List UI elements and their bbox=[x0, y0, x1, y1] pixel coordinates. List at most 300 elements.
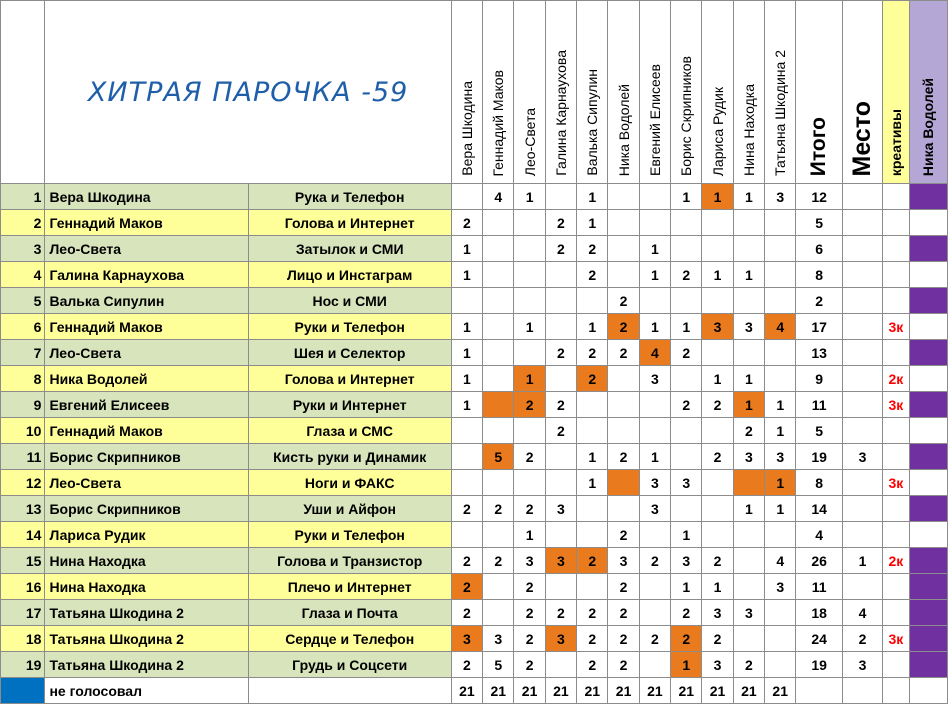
row-number-cell[interactable]: 4 bbox=[1, 262, 45, 288]
pair-cell[interactable]: Голова и Интернет bbox=[248, 210, 451, 236]
pair-cell[interactable]: Затылок и СМИ bbox=[248, 236, 451, 262]
vote-cell[interactable]: 2 bbox=[608, 522, 639, 548]
row-number-cell[interactable]: 8 bbox=[1, 366, 45, 392]
vote-cell[interactable]: 3 bbox=[702, 600, 733, 626]
creative-cell[interactable] bbox=[883, 496, 909, 522]
pair-cell[interactable]: Ноги и ФАКС bbox=[248, 470, 451, 496]
vote-cell[interactable] bbox=[451, 444, 482, 470]
vote-cell[interactable]: 1 bbox=[671, 184, 702, 210]
vote-cell[interactable]: 2 bbox=[577, 340, 608, 366]
vote-cell[interactable] bbox=[733, 288, 764, 314]
vote-cell[interactable]: 3 bbox=[671, 470, 702, 496]
total-cell[interactable]: 9 bbox=[796, 366, 842, 392]
footer-empty-cell[interactable] bbox=[842, 678, 882, 704]
author-cell[interactable]: Лео-Света bbox=[45, 236, 248, 262]
vote-cell[interactable] bbox=[733, 340, 764, 366]
vote-cell[interactable] bbox=[765, 652, 796, 678]
author-cell[interactable]: Геннадий Маков bbox=[45, 314, 248, 340]
footer-vote-cell[interactable]: 21 bbox=[671, 678, 702, 704]
vote-cell[interactable]: 3 bbox=[733, 314, 764, 340]
special-cell[interactable] bbox=[909, 314, 947, 340]
vote-cell[interactable]: 2 bbox=[577, 652, 608, 678]
vote-cell[interactable] bbox=[639, 418, 670, 444]
vote-cell[interactable] bbox=[483, 600, 514, 626]
voter-header[interactable]: Галина Карнаухова bbox=[545, 1, 576, 184]
vote-cell[interactable] bbox=[671, 418, 702, 444]
vote-cell[interactable] bbox=[733, 626, 764, 652]
vote-cell[interactable]: 1 bbox=[639, 262, 670, 288]
title-cell[interactable] bbox=[45, 1, 451, 184]
vote-cell[interactable]: 3 bbox=[733, 444, 764, 470]
vote-cell[interactable]: 2 bbox=[671, 392, 702, 418]
voter-header[interactable]: Лео-Света bbox=[514, 1, 545, 184]
row-number-cell[interactable]: 12 bbox=[1, 470, 45, 496]
vote-cell[interactable] bbox=[483, 366, 514, 392]
vote-cell[interactable] bbox=[545, 288, 576, 314]
total-cell[interactable]: 24 bbox=[796, 626, 842, 652]
vote-cell[interactable]: 2 bbox=[702, 626, 733, 652]
vote-cell[interactable]: 2 bbox=[702, 548, 733, 574]
row-number-cell[interactable]: 11 bbox=[1, 444, 45, 470]
row-number-cell[interactable]: 16 bbox=[1, 574, 45, 600]
vote-cell[interactable] bbox=[545, 314, 576, 340]
vote-cell[interactable]: 3 bbox=[545, 496, 576, 522]
voter-header[interactable]: Борис Скрипников bbox=[671, 1, 702, 184]
footer-vote-cell[interactable]: 21 bbox=[765, 678, 796, 704]
total-cell[interactable]: 19 bbox=[796, 652, 842, 678]
vote-cell[interactable]: 2 bbox=[608, 626, 639, 652]
vote-cell[interactable]: 2 bbox=[514, 444, 545, 470]
author-cell[interactable]: Геннадий Маков bbox=[45, 418, 248, 444]
vote-cell[interactable]: 1 bbox=[671, 522, 702, 548]
place-cell[interactable] bbox=[842, 340, 882, 366]
vote-cell[interactable] bbox=[545, 184, 576, 210]
author-cell[interactable]: Борис Скрипников bbox=[45, 444, 248, 470]
special-header[interactable]: Ника Водолей bbox=[909, 1, 947, 184]
vote-cell[interactable]: 4 bbox=[639, 340, 670, 366]
vote-cell[interactable]: 2 bbox=[514, 392, 545, 418]
row-number-cell[interactable]: 17 bbox=[1, 600, 45, 626]
vote-cell[interactable] bbox=[733, 522, 764, 548]
vote-cell[interactable]: 3 bbox=[765, 184, 796, 210]
voter-header[interactable]: Татьяна Шкодина 2 bbox=[765, 1, 796, 184]
creative-cell[interactable] bbox=[883, 418, 909, 444]
voter-header[interactable]: Ника Водолей bbox=[608, 1, 639, 184]
vote-cell[interactable] bbox=[671, 288, 702, 314]
vote-cell[interactable] bbox=[765, 626, 796, 652]
special-cell[interactable] bbox=[909, 548, 947, 574]
vote-cell[interactable]: 1 bbox=[451, 314, 482, 340]
vote-cell[interactable] bbox=[608, 366, 639, 392]
vote-cell[interactable]: 2 bbox=[514, 496, 545, 522]
vote-cell[interactable] bbox=[545, 444, 576, 470]
vote-cell[interactable]: 2 bbox=[451, 652, 482, 678]
special-cell[interactable] bbox=[909, 288, 947, 314]
creative-cell[interactable]: 3к bbox=[883, 470, 909, 496]
vote-cell[interactable] bbox=[545, 652, 576, 678]
vote-cell[interactable] bbox=[702, 288, 733, 314]
vote-cell[interactable] bbox=[577, 522, 608, 548]
vote-cell[interactable]: 2 bbox=[451, 548, 482, 574]
voter-header[interactable]: Геннадий Маков bbox=[483, 1, 514, 184]
pair-cell[interactable]: Грудь и Соцсети bbox=[248, 652, 451, 678]
vote-cell[interactable]: 2 bbox=[545, 340, 576, 366]
vote-cell[interactable]: 3 bbox=[514, 548, 545, 574]
pair-cell[interactable]: Глаза и СМС bbox=[248, 418, 451, 444]
vote-cell[interactable]: 1 bbox=[577, 470, 608, 496]
vote-cell[interactable] bbox=[451, 418, 482, 444]
place-cell[interactable]: 4 bbox=[842, 600, 882, 626]
vote-cell[interactable] bbox=[671, 496, 702, 522]
vote-cell[interactable] bbox=[608, 418, 639, 444]
vote-cell[interactable]: 2 bbox=[671, 340, 702, 366]
vote-cell[interactable]: 1 bbox=[671, 314, 702, 340]
row-number-cell[interactable]: 2 bbox=[1, 210, 45, 236]
vote-cell[interactable] bbox=[733, 470, 764, 496]
vote-cell[interactable]: 1 bbox=[639, 444, 670, 470]
vote-cell[interactable]: 1 bbox=[577, 314, 608, 340]
vote-cell[interactable] bbox=[545, 522, 576, 548]
voter-header[interactable]: Нина Находка bbox=[733, 1, 764, 184]
vote-cell[interactable]: 1 bbox=[639, 236, 670, 262]
vote-cell[interactable] bbox=[483, 340, 514, 366]
vote-cell[interactable]: 2 bbox=[608, 314, 639, 340]
vote-cell[interactable]: 1 bbox=[639, 314, 670, 340]
footer-empty-cell[interactable] bbox=[909, 678, 947, 704]
total-cell[interactable]: 8 bbox=[796, 470, 842, 496]
corner-cell[interactable] bbox=[1, 1, 45, 184]
row-number-cell[interactable]: 9 bbox=[1, 392, 45, 418]
special-cell[interactable] bbox=[909, 600, 947, 626]
footer-vote-cell[interactable]: 21 bbox=[608, 678, 639, 704]
vote-cell[interactable]: 2 bbox=[671, 262, 702, 288]
row-number-cell[interactable]: 7 bbox=[1, 340, 45, 366]
total-cell[interactable]: 18 bbox=[796, 600, 842, 626]
pair-cell[interactable]: Лицо и Инстаграм bbox=[248, 262, 451, 288]
vote-cell[interactable] bbox=[577, 574, 608, 600]
row-number-cell[interactable]: 19 bbox=[1, 652, 45, 678]
footer-vote-cell[interactable]: 21 bbox=[702, 678, 733, 704]
special-cell[interactable] bbox=[909, 210, 947, 236]
vote-cell[interactable]: 3 bbox=[639, 470, 670, 496]
vote-cell[interactable]: 2 bbox=[577, 262, 608, 288]
vote-cell[interactable]: 2 bbox=[608, 574, 639, 600]
place-cell[interactable]: 3 bbox=[842, 444, 882, 470]
creative-cell[interactable] bbox=[883, 444, 909, 470]
special-cell[interactable] bbox=[909, 392, 947, 418]
vote-cell[interactable]: 2 bbox=[671, 626, 702, 652]
vote-cell[interactable]: 1 bbox=[765, 418, 796, 444]
vote-cell[interactable]: 2 bbox=[702, 392, 733, 418]
place-cell[interactable] bbox=[842, 184, 882, 210]
vote-cell[interactable]: 2 bbox=[483, 496, 514, 522]
vote-cell[interactable] bbox=[639, 288, 670, 314]
vote-cell[interactable] bbox=[671, 444, 702, 470]
total-cell[interactable]: 17 bbox=[796, 314, 842, 340]
vote-cell[interactable]: 2 bbox=[702, 444, 733, 470]
pair-cell[interactable]: Руки и Интернет bbox=[248, 392, 451, 418]
vote-cell[interactable] bbox=[702, 496, 733, 522]
special-cell[interactable] bbox=[909, 236, 947, 262]
special-cell[interactable] bbox=[909, 574, 947, 600]
vote-cell[interactable]: 3 bbox=[545, 626, 576, 652]
author-cell[interactable]: Татьяна Шкодина 2 bbox=[45, 600, 248, 626]
author-cell[interactable]: Лео-Света bbox=[45, 340, 248, 366]
pair-cell[interactable]: Нос и СМИ bbox=[248, 288, 451, 314]
author-cell[interactable]: Лео-Света bbox=[45, 470, 248, 496]
vote-cell[interactable]: 1 bbox=[733, 496, 764, 522]
pair-cell[interactable]: Кисть руки и Динамик bbox=[248, 444, 451, 470]
vote-cell[interactable] bbox=[577, 392, 608, 418]
row-number-cell[interactable]: 10 bbox=[1, 418, 45, 444]
vote-cell[interactable]: 2 bbox=[608, 444, 639, 470]
vote-cell[interactable]: 2 bbox=[545, 418, 576, 444]
vote-cell[interactable] bbox=[545, 262, 576, 288]
vote-cell[interactable]: 2 bbox=[451, 496, 482, 522]
footer-vote-cell[interactable]: 21 bbox=[639, 678, 670, 704]
vote-cell[interactable]: 2 bbox=[514, 652, 545, 678]
vote-cell[interactable] bbox=[514, 210, 545, 236]
vote-cell[interactable] bbox=[514, 418, 545, 444]
special-cell[interactable] bbox=[909, 652, 947, 678]
vote-cell[interactable]: 2 bbox=[514, 574, 545, 600]
creative-cell[interactable] bbox=[883, 340, 909, 366]
vote-cell[interactable] bbox=[514, 236, 545, 262]
vote-cell[interactable]: 1 bbox=[702, 184, 733, 210]
footer-marker-cell[interactable] bbox=[1, 678, 45, 704]
vote-cell[interactable]: 3 bbox=[608, 548, 639, 574]
vote-cell[interactable]: 2 bbox=[733, 652, 764, 678]
vote-cell[interactable]: 4 bbox=[483, 184, 514, 210]
vote-cell[interactable]: 2 bbox=[608, 600, 639, 626]
total-cell[interactable]: 26 bbox=[796, 548, 842, 574]
special-cell[interactable] bbox=[909, 340, 947, 366]
vote-cell[interactable]: 1 bbox=[577, 210, 608, 236]
vote-cell[interactable] bbox=[702, 522, 733, 548]
vote-cell[interactable]: 1 bbox=[451, 366, 482, 392]
place-cell[interactable]: 3 bbox=[842, 652, 882, 678]
author-cell[interactable]: Вера Шкодина bbox=[45, 184, 248, 210]
footer-empty-cell[interactable] bbox=[796, 678, 842, 704]
vote-cell[interactable] bbox=[765, 522, 796, 548]
vote-cell[interactable]: 2 bbox=[545, 392, 576, 418]
special-cell[interactable] bbox=[909, 366, 947, 392]
vote-cell[interactable]: 1 bbox=[451, 392, 482, 418]
vote-cell[interactable]: 1 bbox=[733, 392, 764, 418]
vote-cell[interactable] bbox=[451, 288, 482, 314]
vote-cell[interactable]: 2 bbox=[639, 626, 670, 652]
vote-cell[interactable]: 2 bbox=[451, 210, 482, 236]
vote-cell[interactable]: 1 bbox=[514, 184, 545, 210]
voter-header[interactable]: Вера Шкодина bbox=[451, 1, 482, 184]
vote-cell[interactable]: 1 bbox=[765, 496, 796, 522]
author-cell[interactable]: Татьяна Шкодина 2 bbox=[45, 626, 248, 652]
special-cell[interactable] bbox=[909, 444, 947, 470]
vote-cell[interactable]: 2 bbox=[577, 600, 608, 626]
vote-cell[interactable]: 2 bbox=[483, 548, 514, 574]
creative-cell[interactable] bbox=[883, 262, 909, 288]
vote-cell[interactable]: 3 bbox=[702, 314, 733, 340]
voter-header[interactable]: Евгений Елисеев bbox=[639, 1, 670, 184]
vote-cell[interactable]: 3 bbox=[639, 366, 670, 392]
vote-cell[interactable] bbox=[639, 600, 670, 626]
vote-cell[interactable] bbox=[608, 262, 639, 288]
vote-cell[interactable]: 1 bbox=[577, 444, 608, 470]
vote-cell[interactable]: 2 bbox=[451, 574, 482, 600]
vote-cell[interactable] bbox=[765, 288, 796, 314]
total-cell[interactable]: 13 bbox=[796, 340, 842, 366]
vote-cell[interactable] bbox=[608, 184, 639, 210]
vote-cell[interactable]: 3 bbox=[765, 574, 796, 600]
special-cell[interactable] bbox=[909, 626, 947, 652]
vote-cell[interactable] bbox=[639, 652, 670, 678]
vote-cell[interactable] bbox=[639, 522, 670, 548]
author-cell[interactable]: Ника Водолей bbox=[45, 366, 248, 392]
vote-cell[interactable]: 2 bbox=[639, 548, 670, 574]
vote-cell[interactable]: 3 bbox=[639, 496, 670, 522]
creative-cell[interactable] bbox=[883, 652, 909, 678]
special-cell[interactable] bbox=[909, 522, 947, 548]
vote-cell[interactable] bbox=[483, 262, 514, 288]
vote-cell[interactable] bbox=[765, 262, 796, 288]
vote-cell[interactable]: 3 bbox=[545, 548, 576, 574]
vote-cell[interactable] bbox=[483, 418, 514, 444]
vote-cell[interactable] bbox=[483, 210, 514, 236]
special-cell[interactable] bbox=[909, 184, 947, 210]
vote-cell[interactable] bbox=[733, 574, 764, 600]
vote-cell[interactable]: 2 bbox=[545, 210, 576, 236]
vote-cell[interactable]: 1 bbox=[451, 236, 482, 262]
author-cell[interactable]: Валька Сипулин bbox=[45, 288, 248, 314]
place-cell[interactable] bbox=[842, 418, 882, 444]
vote-cell[interactable]: 1 bbox=[577, 184, 608, 210]
creative-cell[interactable]: 2к bbox=[883, 548, 909, 574]
vote-cell[interactable] bbox=[639, 210, 670, 236]
total-cell[interactable]: 8 bbox=[796, 262, 842, 288]
pair-cell[interactable]: Голова и Транзистор bbox=[248, 548, 451, 574]
place-cell[interactable] bbox=[842, 314, 882, 340]
vote-cell[interactable]: 2 bbox=[451, 600, 482, 626]
vote-cell[interactable]: 4 bbox=[765, 548, 796, 574]
footer-vote-cell[interactable]: 21 bbox=[577, 678, 608, 704]
pair-cell[interactable]: Шея и Селектор bbox=[248, 340, 451, 366]
pair-cell[interactable]: Сердце и Телефон bbox=[248, 626, 451, 652]
footer-label-cell[interactable]: не голосовал bbox=[45, 678, 248, 704]
vote-cell[interactable]: 2 bbox=[514, 626, 545, 652]
author-cell[interactable]: Геннадий Маков bbox=[45, 210, 248, 236]
vote-cell[interactable]: 1 bbox=[733, 366, 764, 392]
row-number-cell[interactable]: 3 bbox=[1, 236, 45, 262]
vote-cell[interactable] bbox=[545, 574, 576, 600]
place-cell[interactable] bbox=[842, 262, 882, 288]
vote-cell[interactable] bbox=[514, 262, 545, 288]
vote-cell[interactable] bbox=[702, 418, 733, 444]
vote-cell[interactable] bbox=[483, 288, 514, 314]
vote-cell[interactable] bbox=[608, 210, 639, 236]
author-cell[interactable]: Борис Скрипников bbox=[45, 496, 248, 522]
place-cell[interactable]: 2 bbox=[842, 626, 882, 652]
vote-cell[interactable] bbox=[483, 236, 514, 262]
vote-cell[interactable]: 2 bbox=[577, 626, 608, 652]
pair-cell[interactable]: Руки и Телефон bbox=[248, 522, 451, 548]
place-cell[interactable] bbox=[842, 470, 882, 496]
vote-cell[interactable]: 3 bbox=[733, 600, 764, 626]
author-cell[interactable]: Нина Находка bbox=[45, 574, 248, 600]
vote-cell[interactable]: 5 bbox=[483, 652, 514, 678]
vote-cell[interactable] bbox=[765, 210, 796, 236]
vote-cell[interactable] bbox=[545, 470, 576, 496]
vote-cell[interactable]: 1 bbox=[671, 574, 702, 600]
special-cell[interactable] bbox=[909, 262, 947, 288]
creative-cell[interactable]: 3к bbox=[883, 626, 909, 652]
vote-cell[interactable]: 4 bbox=[765, 314, 796, 340]
vote-cell[interactable] bbox=[733, 236, 764, 262]
vote-cell[interactable] bbox=[451, 184, 482, 210]
creative-cell[interactable]: 3к bbox=[883, 314, 909, 340]
vote-cell[interactable] bbox=[483, 522, 514, 548]
vote-cell[interactable] bbox=[702, 340, 733, 366]
vote-cell[interactable]: 3 bbox=[702, 652, 733, 678]
vote-cell[interactable]: 3 bbox=[765, 444, 796, 470]
vote-cell[interactable]: 2 bbox=[514, 600, 545, 626]
pair-cell[interactable]: Руки и Телефон bbox=[248, 314, 451, 340]
special-cell[interactable] bbox=[909, 470, 947, 496]
voter-header[interactable]: Лариса Рудик bbox=[702, 1, 733, 184]
vote-cell[interactable]: 1 bbox=[702, 366, 733, 392]
vote-cell[interactable]: 1 bbox=[451, 262, 482, 288]
total-cell[interactable]: 5 bbox=[796, 210, 842, 236]
place-cell[interactable]: 1 bbox=[842, 548, 882, 574]
vote-cell[interactable] bbox=[671, 236, 702, 262]
vote-cell[interactable] bbox=[765, 600, 796, 626]
place-cell[interactable] bbox=[842, 522, 882, 548]
row-number-cell[interactable]: 13 bbox=[1, 496, 45, 522]
place-header[interactable]: Место bbox=[842, 1, 882, 184]
pair-cell[interactable]: Уши и Айфон bbox=[248, 496, 451, 522]
vote-cell[interactable] bbox=[765, 236, 796, 262]
vote-cell[interactable] bbox=[765, 340, 796, 366]
creative-cell[interactable]: 3к bbox=[883, 392, 909, 418]
vote-cell[interactable] bbox=[514, 340, 545, 366]
place-cell[interactable] bbox=[842, 574, 882, 600]
vote-cell[interactable] bbox=[608, 470, 639, 496]
vote-cell[interactable]: 1 bbox=[733, 262, 764, 288]
row-number-cell[interactable]: 15 bbox=[1, 548, 45, 574]
vote-cell[interactable]: 2 bbox=[577, 548, 608, 574]
vote-cell[interactable] bbox=[514, 288, 545, 314]
place-cell[interactable] bbox=[842, 210, 882, 236]
vote-cell[interactable]: 2 bbox=[608, 340, 639, 366]
vote-cell[interactable] bbox=[577, 418, 608, 444]
pair-cell[interactable]: Голова и Интернет bbox=[248, 366, 451, 392]
vote-cell[interactable]: 1 bbox=[733, 184, 764, 210]
footer-vote-cell[interactable]: 21 bbox=[483, 678, 514, 704]
pair-cell[interactable]: Рука и Телефон bbox=[248, 184, 451, 210]
creative-cell[interactable] bbox=[883, 236, 909, 262]
footer-vote-cell[interactable]: 21 bbox=[733, 678, 764, 704]
row-number-cell[interactable]: 1 bbox=[1, 184, 45, 210]
vote-cell[interactable]: 2 bbox=[545, 600, 576, 626]
vote-cell[interactable] bbox=[483, 470, 514, 496]
vote-cell[interactable] bbox=[483, 392, 514, 418]
vote-cell[interactable]: 2 bbox=[608, 652, 639, 678]
vote-cell[interactable]: 1 bbox=[702, 574, 733, 600]
vote-cell[interactable] bbox=[545, 366, 576, 392]
vote-cell[interactable]: 1 bbox=[514, 314, 545, 340]
place-cell[interactable] bbox=[842, 236, 882, 262]
row-number-cell[interactable]: 5 bbox=[1, 288, 45, 314]
vote-cell[interactable]: 2 bbox=[577, 366, 608, 392]
